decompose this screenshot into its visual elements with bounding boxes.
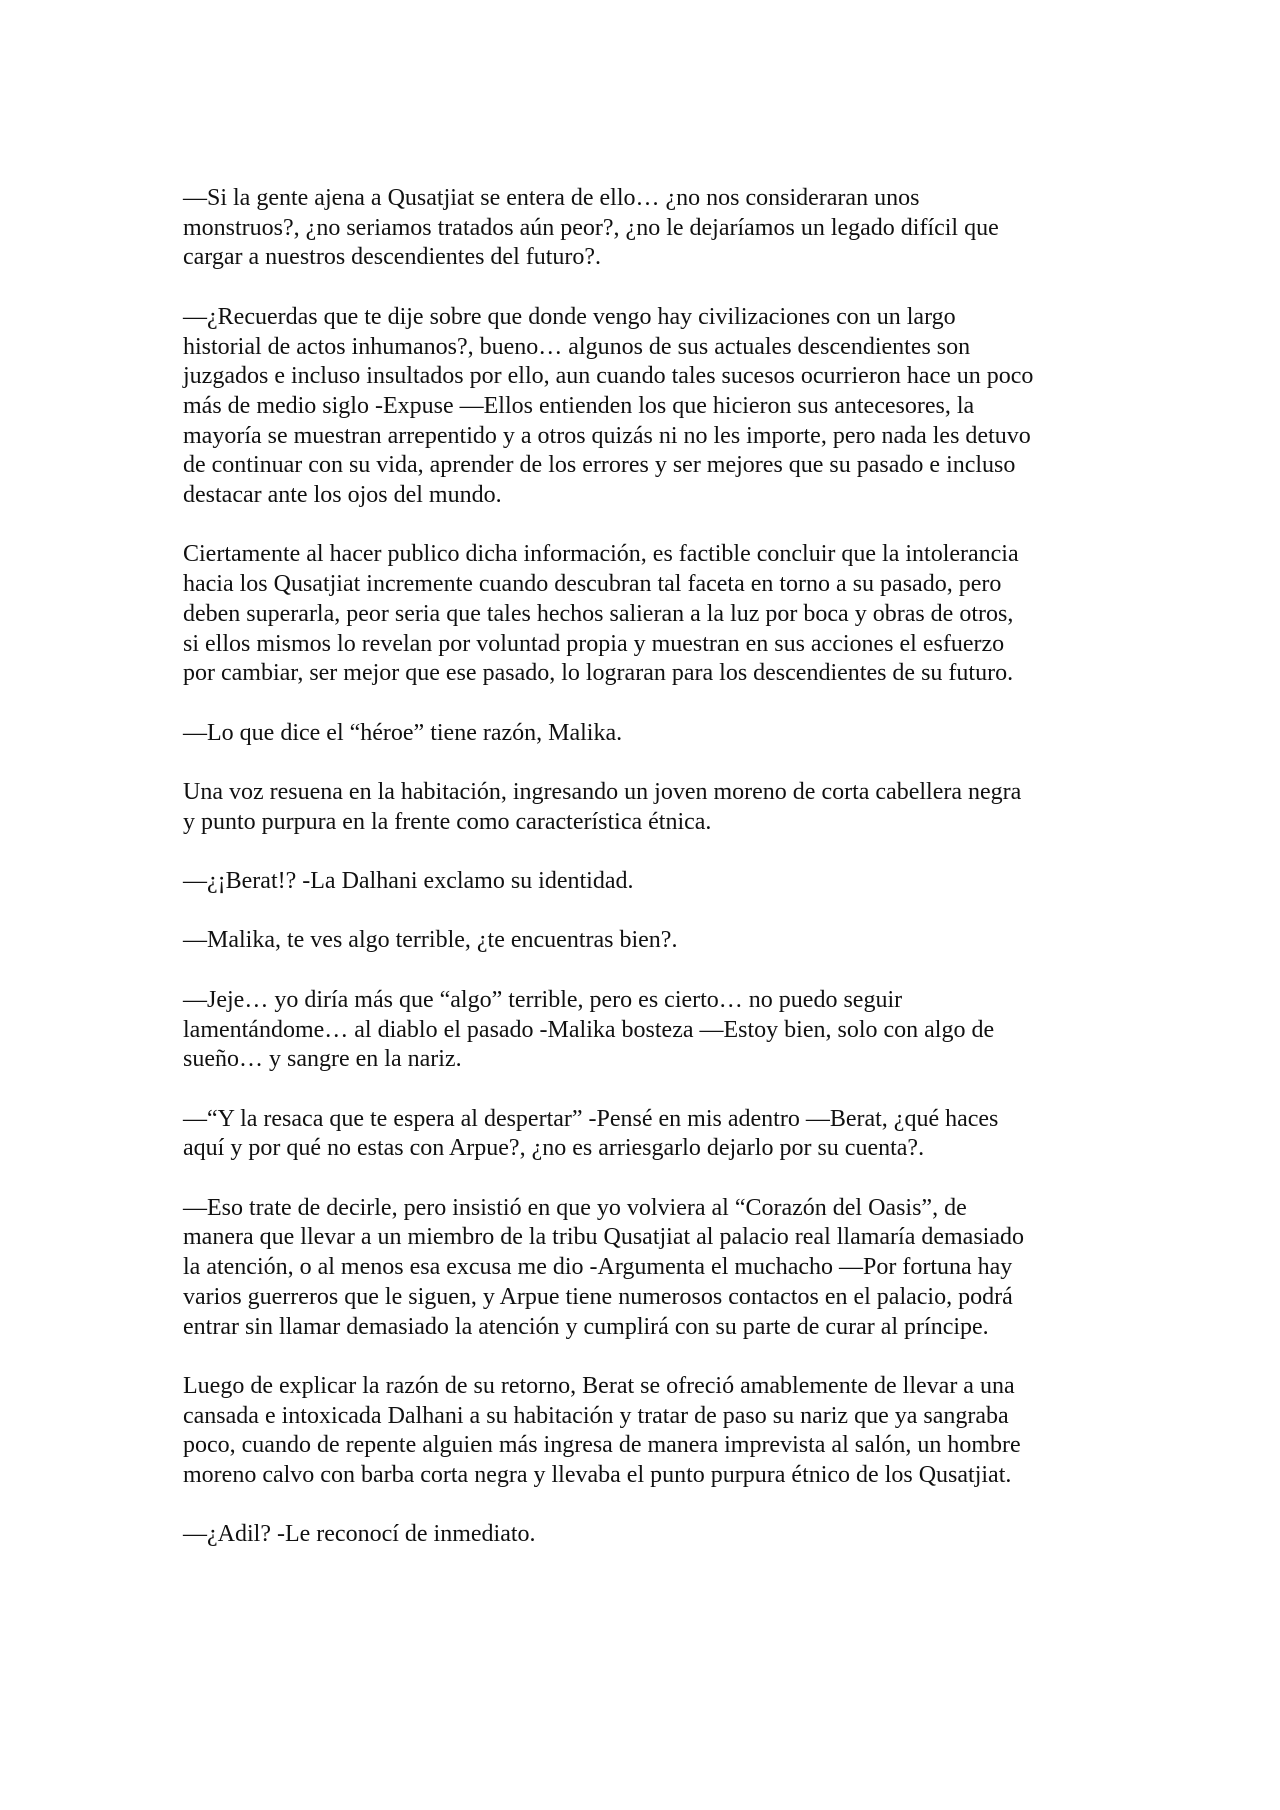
paragraph [183, 540, 1103, 689]
text-line: destacar ante los ojos del mundo. [183, 482, 502, 509]
paragraph [183, 778, 1103, 837]
text-line: —Jeje… yo diría más que “algo” terrible, pero es cierto… no puedo seguir [183, 986, 903, 1013]
text-line: manera que llevar a un miembro de la tribu Qusatjiat al palacio real llamaría demasiado [183, 1224, 1024, 1251]
text-line: cargar a nuestros descendientes del futuro?. [183, 244, 602, 271]
text-line: si ellos mismos lo revelan por voluntad propia y muestran en sus acciones el esfuerzo [183, 630, 1005, 657]
text-line: —¿Adil? -Le reconocí de inmediato. [183, 1521, 536, 1548]
text-line: entrar sin llamar demasiado la atención y cumplirá con su parte de curar al príncipe. [183, 1313, 989, 1340]
paragraph [183, 986, 1103, 1075]
text-line: la atención, o al menos esa excusa me dio -Argumenta el muchacho —Por fortuna hay [183, 1254, 1013, 1281]
text-line: poco, cuando de repente alguien más ingresa de manera imprevista al salón, un hombre [183, 1432, 1021, 1459]
text-line: aquí y por qué no estas con Arpue?, ¿no es arriesgarlo dejarlo por su cuenta?. [183, 1135, 925, 1162]
text-line: cansada e intoxicada Dalhani a su habitación y tratar de paso su nariz que ya sangraba [183, 1402, 1009, 1429]
text-line: Una voz resuena en la habitación, ingresando un joven moreno de corta cabellera negra [183, 779, 1022, 805]
paragraph [183, 926, 1103, 956]
paragraph [183, 1105, 1103, 1164]
text-line: de continuar con su vida, aprender de los errores y ser mejores que su pasado e incluso [183, 452, 1016, 479]
text-line: moreno calvo con barba corta negra y llevaba el punto purpura étnico de los Qusatjiat. [183, 1462, 1012, 1489]
document-body [183, 184, 1103, 1580]
paragraph [183, 719, 1103, 749]
paragraph [183, 303, 1103, 511]
text-line: —Lo que dice el “héroe” tiene razón, Malika. [183, 719, 623, 746]
text-line: —“Y la resaca que te espera al despertar” -Pensé en mis adentro —Berat, ¿qué haces [183, 1105, 999, 1132]
text-line: Ciertamente al hacer publico dicha información, es factible concluir que la intolerancia [183, 541, 1019, 568]
text-line: —Malika, te ves algo terrible, ¿te encuentras bien?. [183, 927, 678, 954]
text-line: por cambiar, ser mejor que ese pasado, lo lograran para los descendientes de su futuro. [183, 660, 1014, 687]
text-line: —Si la gente ajena a Qusatjiat se entera de ello… ¿no nos consideraran unos [183, 185, 920, 211]
text-line: lamentándome… al diablo el pasado -Malika bosteza —Estoy bien, solo con algo de [183, 1016, 995, 1043]
text-line: y punto purpura en la frente como característica étnica. [183, 808, 712, 835]
paragraph [183, 1372, 1103, 1491]
text-line: juzgados e incluso insultados por ello, aun cuando tales sucesos ocurrieron hace un poco [183, 363, 1034, 390]
text-line: más de medio siglo -Expuse —Ellos entienden los que hicieron sus antecesores, la [183, 392, 975, 419]
text-line: Luego de explicar la razón de su retorno, Berat se ofreció amablemente de llevar a una [183, 1372, 1015, 1399]
paragraph [183, 867, 1103, 897]
text-line: deben superarla, peor seria que tales hechos salieran a la luz por boca y obras de otros, [183, 600, 1014, 627]
text-line: —¿Recuerdas que te dije sobre que donde vengo hay civilizaciones con un largo [183, 303, 956, 330]
paragraph [183, 1520, 1103, 1550]
text-line: historial de actos inhumanos?, bueno… algunos de sus actuales descendientes son [183, 333, 971, 360]
text-line: —¿¡Berat!? -La Dalhani exclamo su identidad. [183, 868, 634, 895]
text-line: mayoría se muestran arrepentido y a otros quizás ni no les importe, pero nada les detuvo [183, 422, 1031, 449]
text-line: hacia los Qusatjiat incremente cuando descubran tal faceta en torno a su pasado, pero [183, 571, 1002, 598]
paragraph [183, 1194, 1103, 1343]
text-line: sueño… y sangre en la nariz. [183, 1046, 462, 1073]
text-line: varios guerreros que le siguen, y Arpue tiene numerosos contactos en el palacio, podrá [183, 1283, 1013, 1310]
text-line: —Eso trate de decirle, pero insistió en que yo volviera al “Corazón del Oasis”, de [183, 1194, 967, 1221]
text-line: monstruos?, ¿no seriamos tratados aún peor?, ¿no le dejaríamos un legado difícil que [183, 214, 999, 241]
paragraph [183, 184, 1103, 273]
